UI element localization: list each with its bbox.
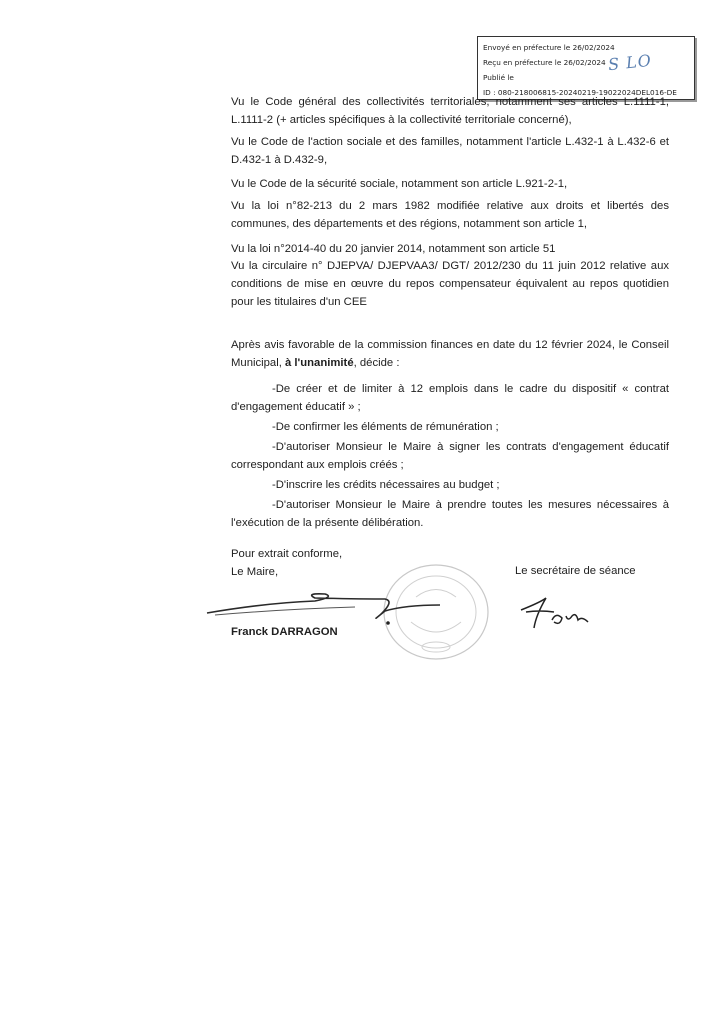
secretary-label: Le secrétaire de séance	[515, 565, 636, 577]
decision-intro	[231, 336, 669, 372]
visa-casf: Vu le Code de l'action sociale et des familles, notamment l'article L.432-1 à L.432-6 et D.432-1 à D.432-9,	[231, 136, 669, 166]
stamp-sent: Envoyé en préfecture le 26/02/2024	[483, 43, 615, 52]
decision-list	[231, 380, 669, 534]
visa-css: Vu le Code de la sécurité sociale, notamment son article L.921-2-1,	[231, 178, 568, 190]
decision-intro-bold: à l'unanimité	[285, 357, 354, 369]
prefecture-stamp	[477, 36, 695, 100]
stamp-handwriting: S LO	[607, 50, 653, 75]
decision-item: -D'autoriser Monsieur le Maire à signer les contrats d'engagement éducatif correspondant aux emplois créés ;	[231, 441, 669, 471]
mayor-name: Franck DARRAGON	[231, 626, 338, 638]
visa-cgct: Vu le Code général des collectivités territoriales, notamment ses articles L.1111-1, L.1111-2 (+ articles spécifiques à la collectivité territoriale concerné),	[231, 96, 669, 126]
stamp-received: Reçu en préfecture le 26/02/2024	[483, 58, 606, 67]
decision-intro-after: , décide :	[353, 357, 400, 369]
extract-label: Pour extrait conforme,	[231, 548, 343, 560]
visa-loi-1982: Vu la loi n°82-213 du 2 mars 1982 modifiée relative aux droits et libertés des communes, des départements et des régions, notamment son article 1,	[231, 200, 669, 230]
visa-circulaire: Vu la circulaire n° DJEPVA/ DJEPVAA3/ DGT/ 2012/230 du 11 juin 2012 relative aux conditions de mise en œuvre du repos compensateur équivalent au repos quotidien pour les titulaires d'un CEE	[231, 260, 669, 308]
visa-loi-2014: Vu la loi n°2014-40 du 20 janvier 2014, notamment son article 51	[231, 243, 556, 255]
decision-item: -De confirmer les éléments de rémunération ;	[272, 421, 499, 433]
decision-intro-before: Après avis favorable de la commission finances en date du 12 février 2024, le Conseil Municipal,	[231, 339, 669, 369]
decision-item: -De créer et de limiter à 12 emplois dans le cadre du dispositif « contrat d'engagement éducatif » ;	[231, 383, 669, 413]
secretary-signature-icon	[516, 590, 616, 635]
stamp-published: Publié le	[483, 73, 514, 82]
stamp-id: ID : 080-218006815-20240219-19022024DEL016-DE	[483, 88, 677, 97]
signature-block	[231, 545, 342, 581]
decision-item: -D'inscrire les crédits nécessaires au budget ;	[272, 479, 500, 491]
mayor-title: Le Maire,	[231, 566, 279, 578]
decision-item: -D'autoriser Monsieur le Maire à prendre toutes les mesures nécessaires à l'exécution de la présente délibération.	[231, 499, 669, 529]
